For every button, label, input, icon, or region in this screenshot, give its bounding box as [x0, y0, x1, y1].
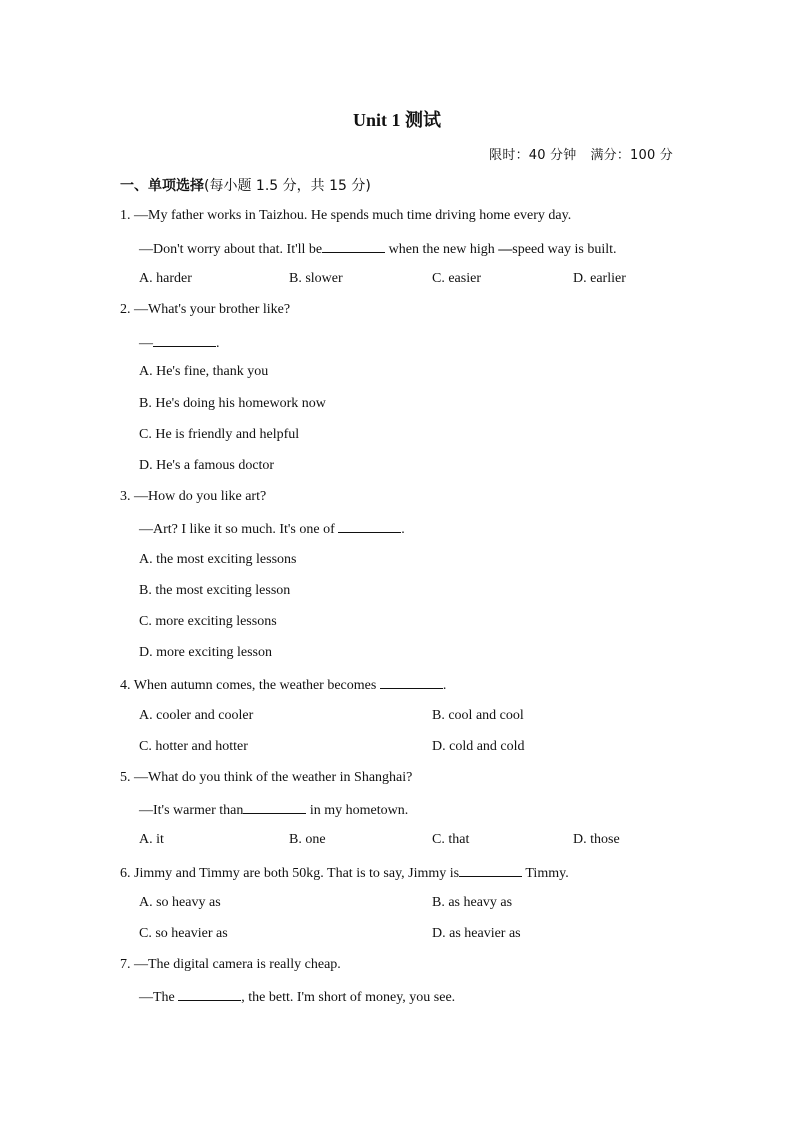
- question-1-reply-text-2: when the new high: [385, 242, 499, 257]
- question-1-dash: —: [498, 242, 513, 257]
- question-6-end: Timmy.: [522, 866, 569, 881]
- time-and-score: [489, 144, 673, 163]
- option-b: B. He's doing his homework now: [139, 396, 326, 411]
- option-c: C. easier: [432, 271, 481, 286]
- option-c: C. He is friendly and helpful: [139, 427, 300, 442]
- option-c: C. that: [432, 832, 470, 847]
- question-2-reply-end: .: [216, 336, 220, 351]
- question-7-reply-end: , the bett. I'm short of money, you see.: [241, 990, 456, 1005]
- question-4-text: 4. When autumn comes, the weather becomes: [120, 678, 380, 693]
- question-6-text: 6. Jimmy and Timmy are both 50kg. That is to say, Jimmy is: [120, 866, 460, 881]
- option-a: A. the most exciting lessons: [139, 552, 297, 567]
- option-a: A. He's fine, thank you: [139, 364, 269, 379]
- option-d: D. more exciting lesson: [139, 645, 272, 660]
- question-2-stem: 2. —What's your brother like?: [120, 302, 291, 317]
- option-d: D. those: [573, 832, 620, 847]
- question-6-stem: [120, 863, 569, 883]
- question-4-stem: [120, 675, 446, 695]
- option-d: D. He's a famous doctor: [139, 458, 275, 473]
- option-a: A. cooler and cooler: [139, 708, 254, 723]
- question-2-reply-dash: —: [139, 336, 153, 351]
- option-b: B. cool and cool: [432, 708, 524, 723]
- question-5-stem: 5. —What do you think of the weather in Shanghai?: [120, 770, 413, 785]
- option-d: D. as heavier as: [432, 926, 521, 941]
- full-score: 满分：100 分: [590, 148, 673, 163]
- option-a: A. it: [139, 832, 164, 847]
- question-2-reply: [139, 333, 220, 353]
- time-limit: 限时：40 分钟: [489, 148, 577, 163]
- option-a: A. harder: [139, 271, 192, 286]
- question-4-end: .: [442, 678, 447, 693]
- option-c: C. hotter and hotter: [139, 739, 248, 754]
- option-c: C. so heavier as: [139, 926, 228, 941]
- question-1-reply: [139, 239, 617, 259]
- question-1-reply-text: —Don't worry about that. It'll be: [139, 242, 323, 257]
- question-7-stem: 7. —The digital camera is really cheap.: [120, 957, 341, 972]
- question-5-reply-text: —It's warmer than: [139, 803, 244, 818]
- section-note: (每小题 1.5 分，共 15 分): [204, 178, 371, 194]
- question-5-reply: [139, 800, 408, 820]
- question-3-stem: 3. —How do you like art?: [120, 489, 267, 504]
- page-title: Unit 1 测试: [352, 110, 441, 130]
- section-title: 一、单项选择: [120, 178, 204, 194]
- answer-blank: [459, 863, 522, 877]
- option-b: B. slower: [289, 271, 343, 286]
- option-b: B. one: [289, 832, 326, 847]
- option-d: D. cold and cold: [432, 739, 525, 754]
- option-b: B. the most exciting lesson: [139, 583, 291, 598]
- question-3-reply-end: .: [401, 522, 405, 537]
- question-7-reply: [139, 987, 455, 1007]
- answer-blank: [338, 519, 401, 533]
- section-heading: [120, 175, 371, 195]
- option-a: A. so heavy as: [139, 895, 221, 910]
- question-3-reply-text: —Art? I like it so much. It's one of: [139, 522, 339, 537]
- question-7-reply-text: —The: [139, 990, 179, 1005]
- question-1-reply-text-3: speed way is built.: [512, 242, 617, 257]
- option-d: D. earlier: [573, 271, 626, 286]
- question-1-stem: 1. —My father works in Taizhou. He spends much time driving home every day.: [120, 208, 572, 223]
- question-3-reply: [139, 519, 405, 539]
- option-b: B. as heavy as: [432, 895, 513, 910]
- answer-blank: [178, 987, 241, 1001]
- answer-blank: [322, 239, 385, 253]
- answer-blank: [243, 800, 306, 814]
- answer-blank: [380, 675, 443, 689]
- answer-blank: [153, 333, 216, 347]
- option-c: C. more exciting lessons: [139, 614, 277, 629]
- question-5-reply-end: in my hometown.: [306, 803, 409, 818]
